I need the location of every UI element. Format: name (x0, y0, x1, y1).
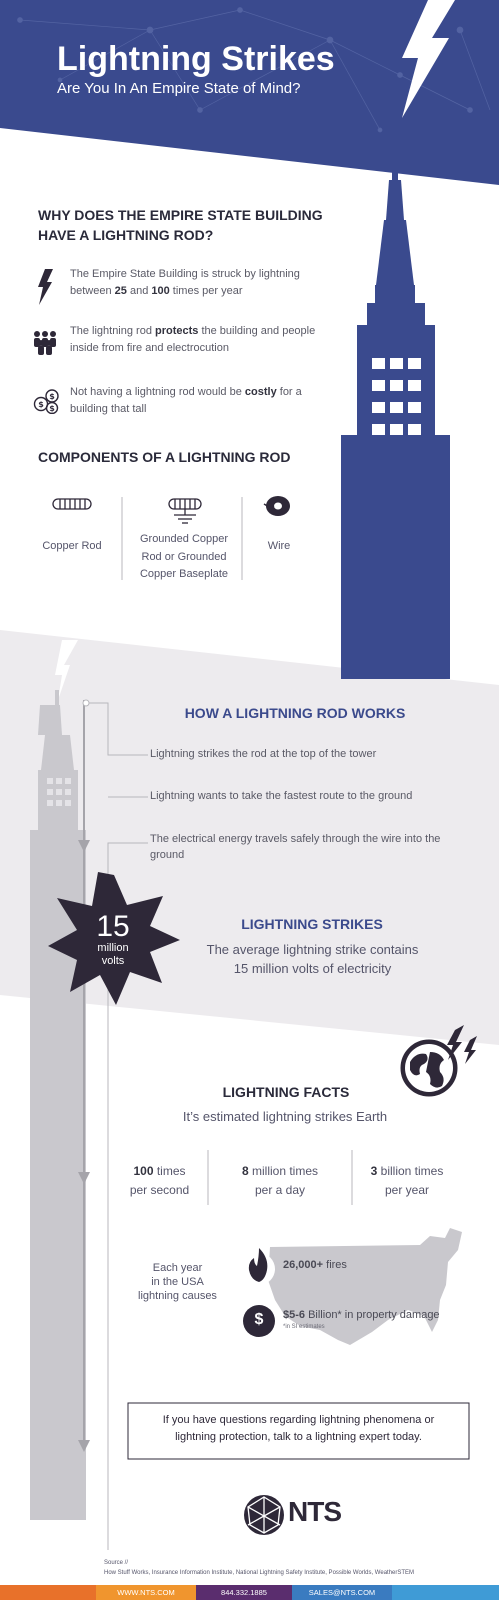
burst-text: 15 million volts (96, 910, 130, 967)
strikes-heading: LIGHTNING STRIKES (241, 916, 383, 932)
source-label: Source // (104, 1560, 129, 1566)
why-item-2: The lightning rod protects the building and people inside from fire and electrocution (70, 325, 316, 354)
component-label-1: Copper Rod (42, 540, 102, 552)
stat-per-second: 100 times per second (129, 1164, 190, 1197)
how-heading: HOW A LIGHTNING ROD WORKS (184, 705, 406, 721)
grounded-copper-icon (165, 497, 205, 527)
facts-heading: LIGHTNING FACTS (222, 1084, 350, 1100)
gray-tower (30, 690, 86, 1520)
usa-text: Each year in the USA lightning causes (138, 1262, 217, 1302)
source-text: How Stuff Works, Insurance Information Institute, National Lightning Safety Institute, Possible Worlds, WeatherSTEM (104, 1570, 415, 1576)
how-step-2: Lightning wants to take the fastest route to the ground (150, 790, 413, 802)
strikes-text: The average lightning strike contains 15 million volts of electricity (206, 942, 419, 976)
stat-per-year: 3 billion times per year (370, 1164, 444, 1197)
svg-text:$: $ (38, 400, 44, 409)
empire-state-building (341, 120, 450, 679)
dollar-sign: $ (254, 1311, 264, 1328)
damage-stat: $5-6 Billion* in property damage (283, 1309, 440, 1321)
footer-strip-blue (392, 1585, 499, 1600)
stat-per-day: 8 million times per a day (241, 1164, 319, 1197)
svg-text:$: $ (49, 404, 55, 413)
component-label-2: Grounded Copper Rod or Grounded Copper Baseplate (139, 533, 229, 580)
people-icon (32, 329, 58, 355)
footer-phone[interactable]: 844.332.1885 (196, 1585, 292, 1600)
copper-rod-icon (52, 497, 92, 511)
footer-web-link[interactable]: WWW.NTS.COM (96, 1585, 196, 1600)
why-item-1: The Empire State Building is struck by lightning between 25 and 100 times per year (70, 268, 300, 297)
nts-logo-text: NTS (288, 1496, 341, 1527)
wire-top-dot (83, 700, 89, 706)
why-item-3: Not having a lightning rod would be costly for a building that tall (70, 386, 302, 415)
cta-text: If you have questions regarding lightning phenomena or lightning protection, talk to a lightning expert today. (162, 1414, 435, 1443)
facts-subheading: It’s estimated lightning strikes Earth (182, 1109, 388, 1124)
coins-icon (33, 388, 59, 414)
how-step-1: Lightning strikes the rod at the top of the tower (150, 748, 377, 760)
page-subtitle: Are You In An Empire State of Mind? (57, 80, 301, 97)
fires-stat: 26,000+ fires (283, 1259, 347, 1271)
svg-text:$: $ (49, 392, 55, 401)
footer-email-link[interactable]: SALES@NTS.COM (292, 1585, 392, 1600)
lightning-bolt-icon (36, 269, 54, 305)
how-step-3: The electrical energy travels safely through the wire into the ground (150, 833, 441, 861)
wire-spool-icon (262, 494, 292, 520)
footer-strip-orange (0, 1585, 96, 1600)
page-title: Lightning Strikes (57, 40, 335, 78)
components-heading: COMPONENTS OF A LIGHTNING ROD (38, 449, 291, 465)
nts-logo-mark (244, 1495, 284, 1535)
why-heading: WHY DOES THE EMPIRE STATE BUILDING HAVE A LIGHTNING ROD? (38, 207, 323, 243)
component-label-3: Wire (267, 540, 291, 552)
damage-note: *in SI estimates (283, 1324, 325, 1330)
